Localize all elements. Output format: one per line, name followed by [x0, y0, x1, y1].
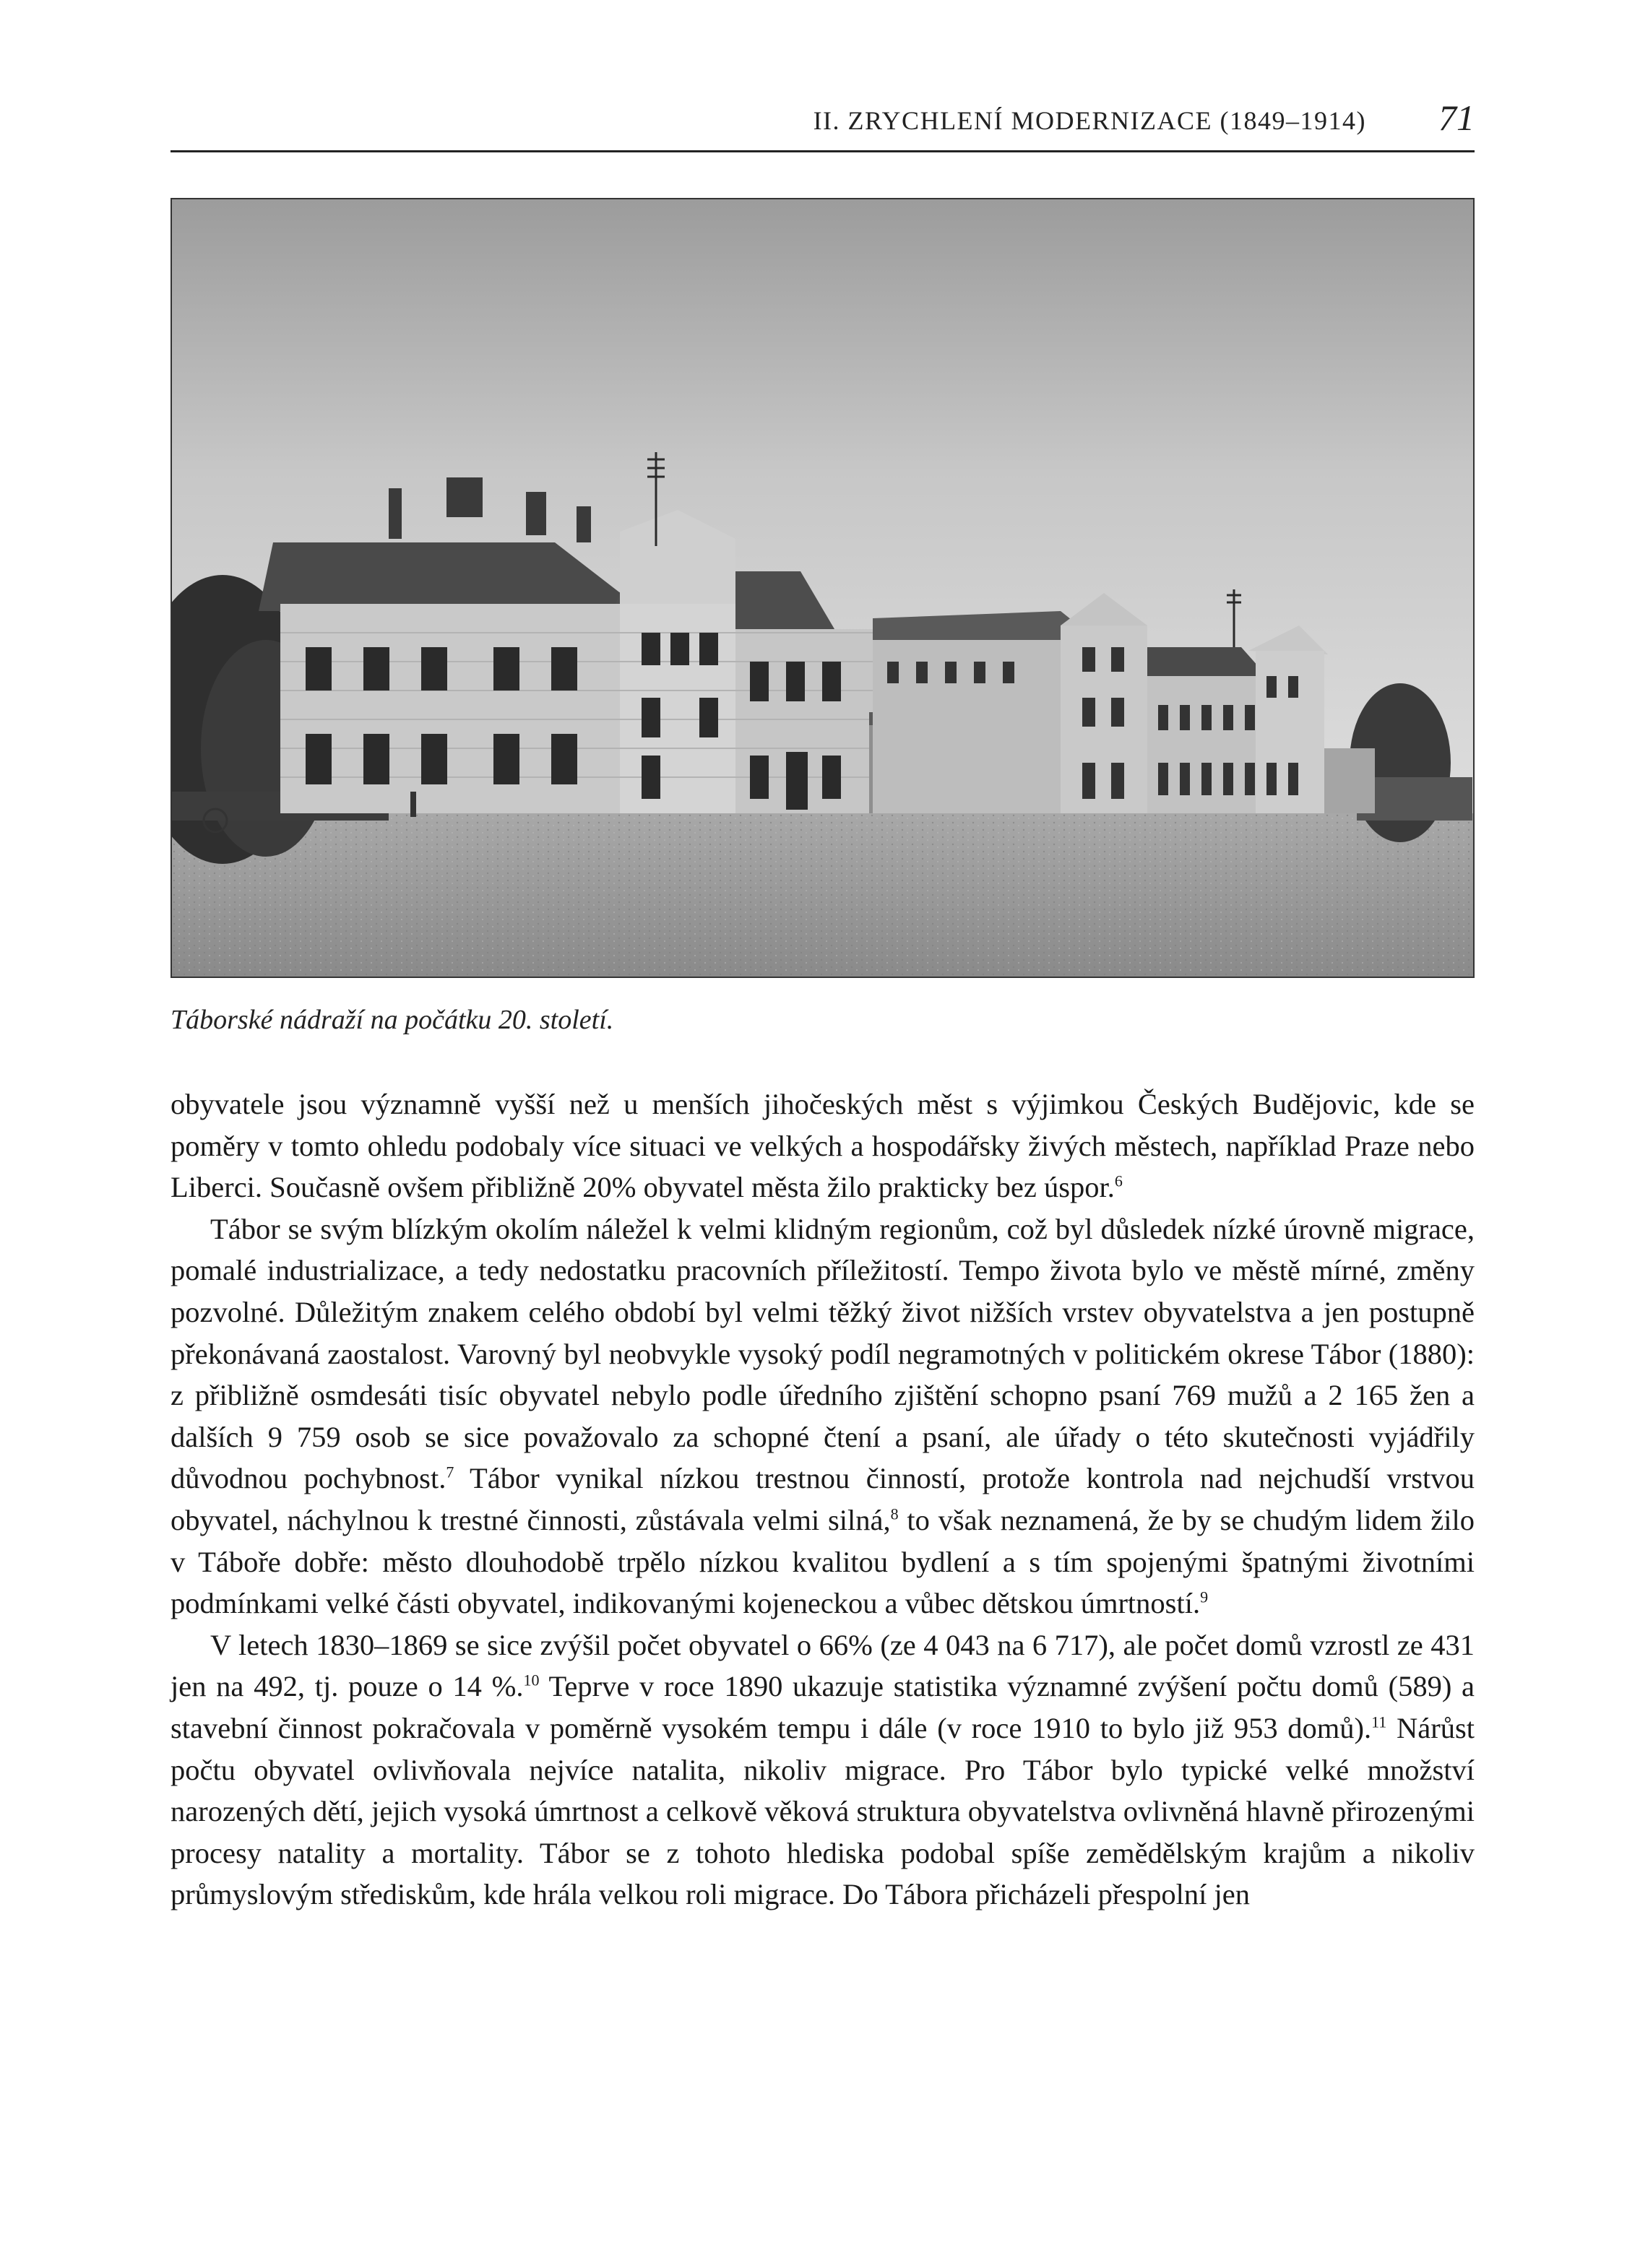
paragraph-text: Teprve v roce 1890 ukazuje statistika významné zvýšení počtu domů (589) a stavební činnost pokračovala v poměrně vysokém tempu i dále (v roce 1910 to bylo již 953 domů). — [171, 1670, 1475, 1744]
photo-illustration — [172, 199, 1473, 977]
paragraph — [171, 1624, 1475, 1916]
railway-station-photo — [171, 198, 1475, 978]
figure-caption: Táborské nádraží na počátku 20. století. — [171, 1005, 614, 1035]
header-rule — [171, 150, 1475, 152]
footnote-reference[interactable]: 8 — [890, 1505, 899, 1523]
paragraph — [171, 1083, 1475, 1208]
running-head-title: II. ZRYCHLENÍ MODERNIZACE (1849–1914) — [813, 106, 1366, 135]
body-text — [171, 1083, 1475, 1916]
paragraph-text: obyvatele jsou významně vyšší než u menších jihočeských měst s výjimkou Českých Budějovic, kde se poměry v tomto ohledu podobaly více situaci ve velkých a hospodářsky živých městech, například Praze nebo Liberci. Současně ovšem přibližně 20% obyvatel města žilo prakticky bez úspor. — [171, 1088, 1475, 1204]
paragraph-text: V letech 1830–1869 se sice zvýšil počet obyvatel o 66% (ze 4 043 na 6 717), ale počet domů vzrostl ze 431 jen na 492, tj. pouze o 14 %. — [171, 1628, 1475, 1703]
paragraph-text: to však neznamená, že by se chudým lidem žilo v Táboře dobře: město dlouhodobě trpělo nízkou kvalitou bydlení a s tím spojenými špatnými životními podmínkami velké části obyvatel, indikovanými kojeneckou a vůbec dětskou úmrtností. — [171, 1503, 1475, 1620]
footnote-reference[interactable]: 7 — [446, 1463, 454, 1481]
page-number: 71 — [1438, 98, 1475, 138]
footnote-reference[interactable]: 11 — [1371, 1713, 1387, 1731]
footnote-reference[interactable]: 10 — [523, 1671, 540, 1689]
footnote-reference[interactable]: 9 — [1200, 1588, 1209, 1606]
paragraph — [171, 1208, 1475, 1624]
paragraph-text: Tábor se svým blízkým okolím náležel k velmi klidným regionům, což byl důsledek nízké úrovně migrace, pomalé industrializace, a tedy nedostatku pracovních příležitostí. Tempo života bylo ve městě mírné, změny pozvolné. Důležitým znakem celého období byl velmi těžký život nižších vrstev obyvatelstva a jen postupně překonávaná zaostalost. Varovný byl neobvykle vysoký podíl negramotných v politickém okrese Tábor (1880): z přibližně osmdesáti tisíc obyvatel nebylo podle úředního zjištění schopno psaní 769 mužů a 2 165 žen a dalších 9 759 osob se sice považovalo za schopné čtení a psaní, ale úřady o této skutečnosti vyjádřily důvodnou pochybnost. — [171, 1212, 1475, 1495]
paragraph-text: Tábor vynikal nízkou trestnou činností, protože kontrola nad nejchudší vrstvou obyvatel, náchylnou k trestné činnosti, zůstávala velmi silná, — [171, 1462, 1475, 1536]
footnote-reference[interactable]: 6 — [1114, 1172, 1123, 1190]
running-head — [171, 92, 1475, 150]
paragraph-text: Nárůst počtu obyvatel ovlivňovala nejvíce natalita, nikoliv migrace. Pro Tábor bylo typické velké množství narozených dětí, jejich vysoká úmrtnost a celkově věková struktura obyvatelstva ovlivněná hlavně přirozenými procesy natality a mortality. Tábor se z tohoto hlediska podobal spíše zemědělským krajům a nikoliv průmyslovým střediskům, kde hrála velkou roli migrace. Do Tábora přicházeli přespolní jen — [171, 1711, 1475, 1911]
